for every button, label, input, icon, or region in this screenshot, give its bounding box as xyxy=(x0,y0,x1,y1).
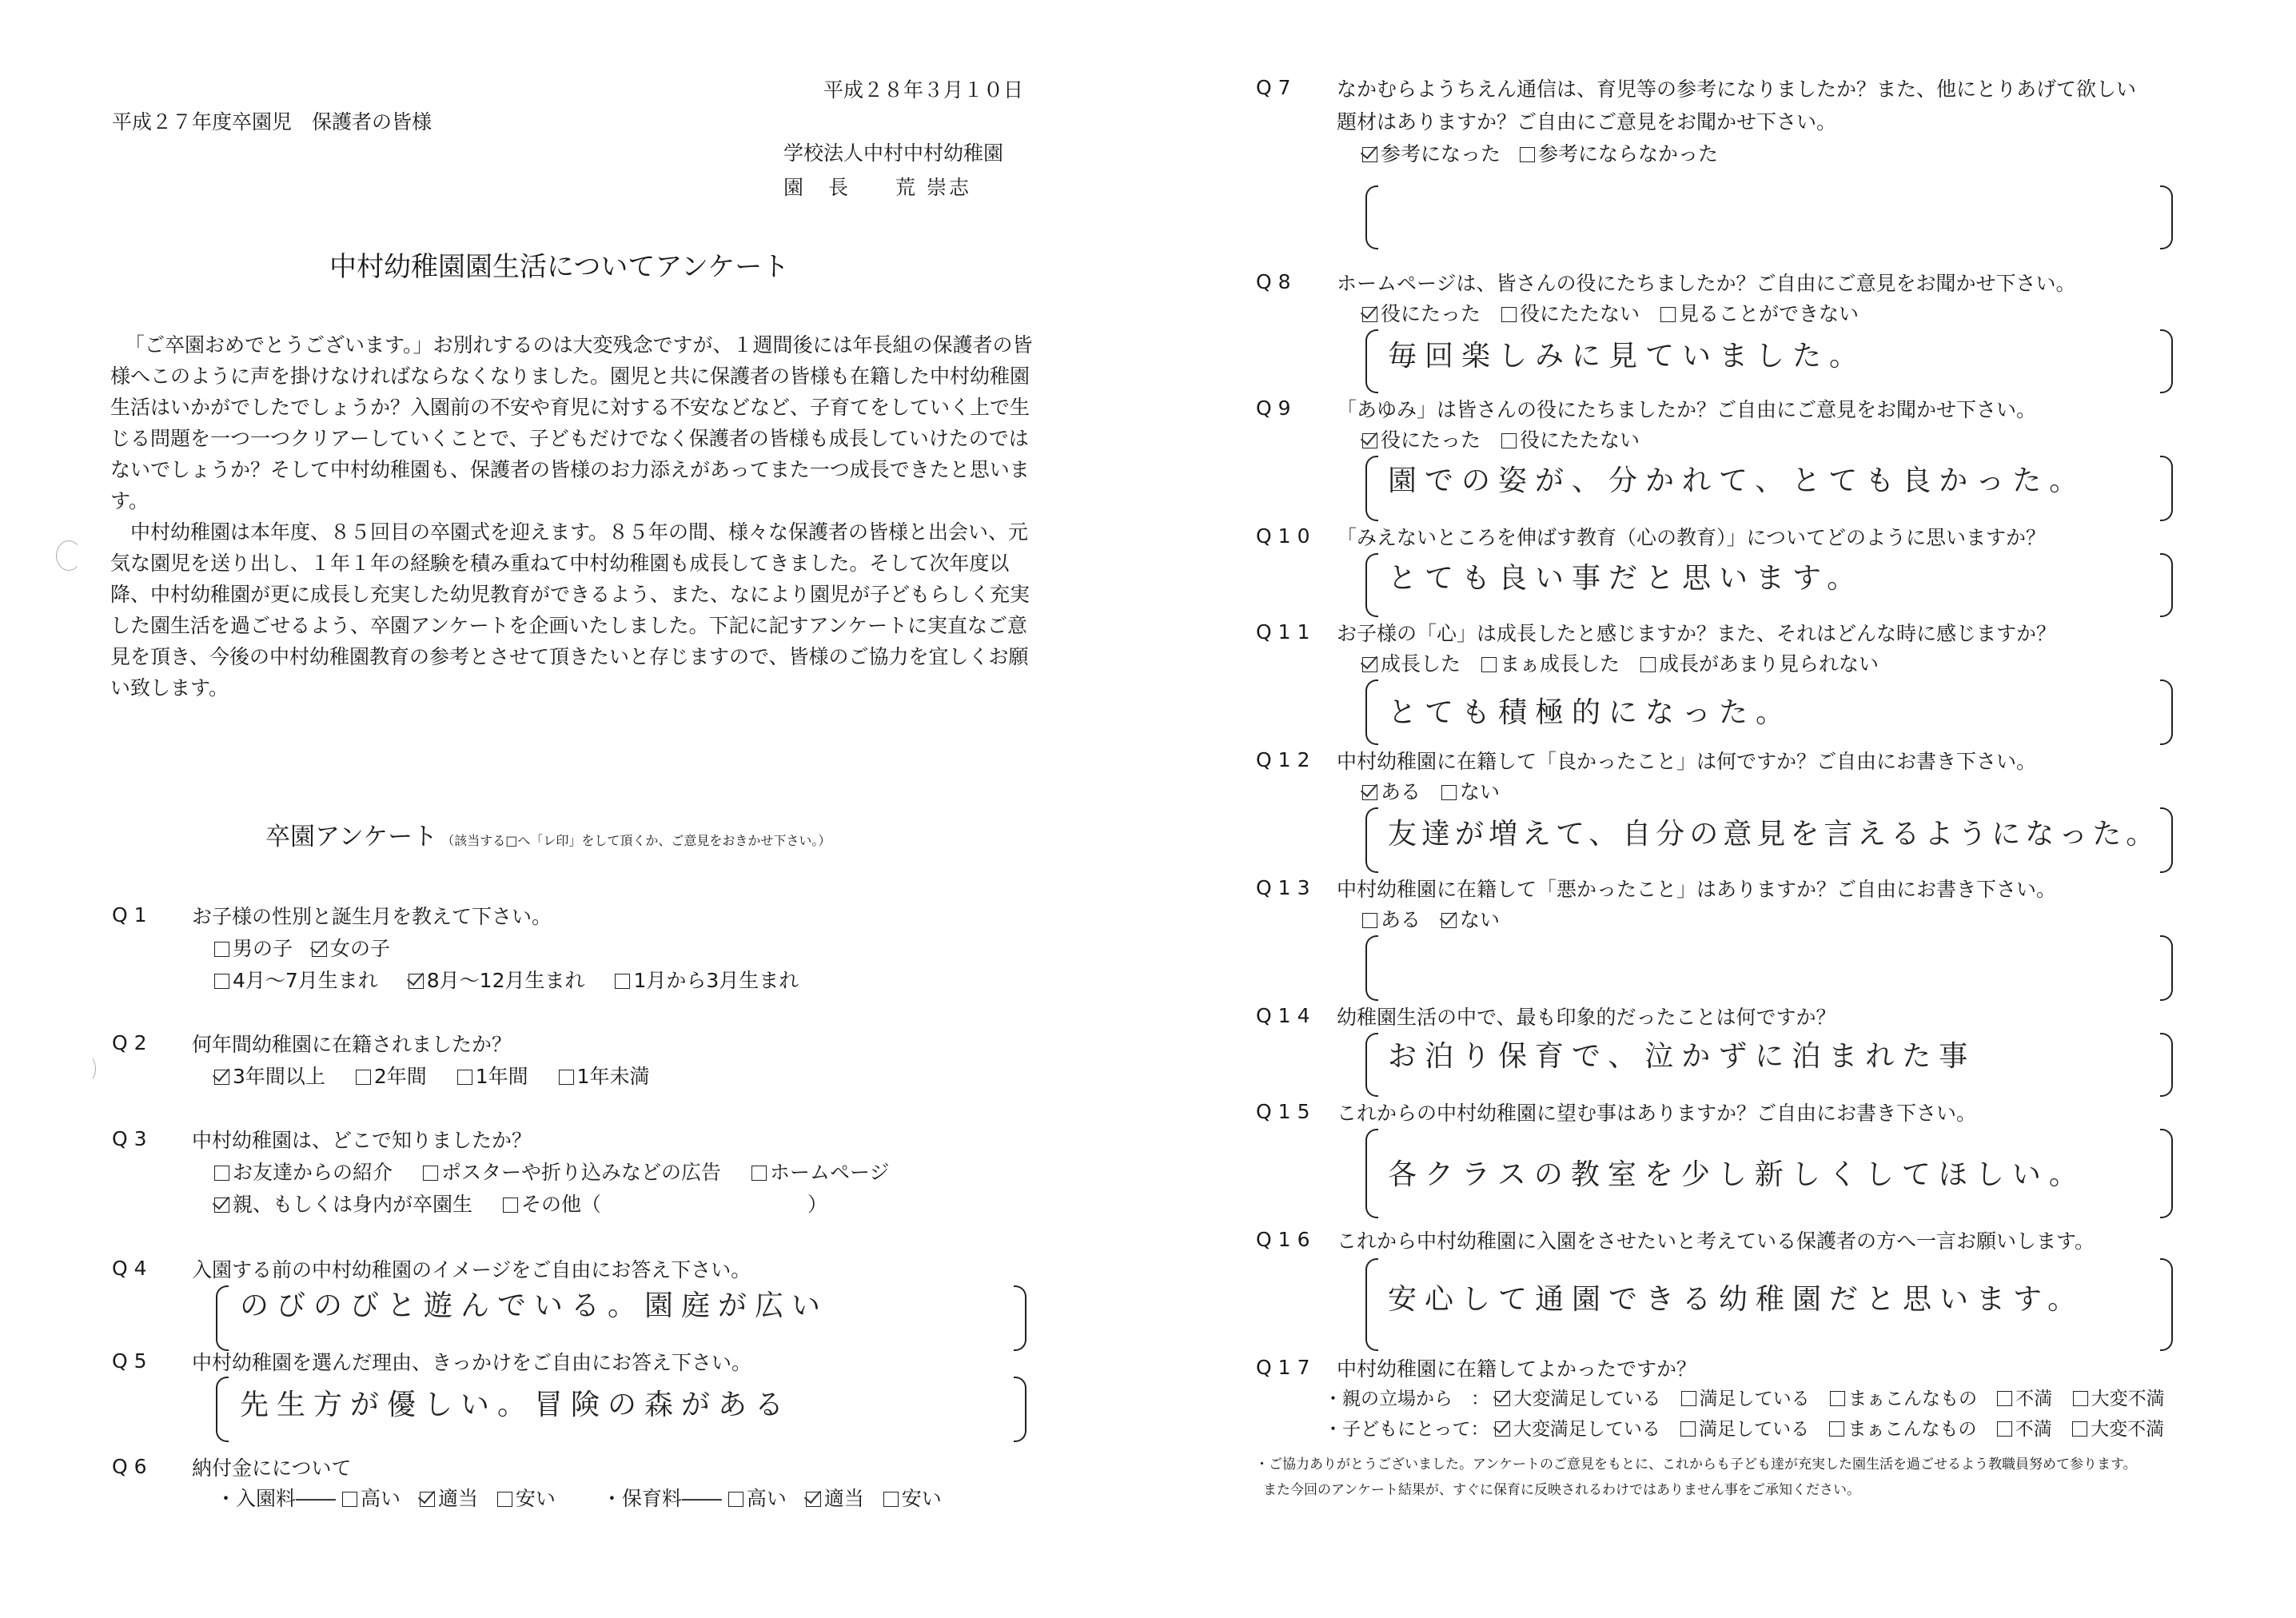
option[interactable] xyxy=(342,1487,401,1510)
option[interactable] xyxy=(1495,1419,1660,1440)
option-label: 大変満足している xyxy=(1513,1419,1660,1440)
question-text: 「みえないところを伸ばす教育（心の教育）」についてどのように思いますか？ xyxy=(1337,526,2047,549)
question-number: Q1 xyxy=(112,903,153,927)
option-label: 成長があまり見られない xyxy=(1658,652,1879,675)
option-label: ない xyxy=(1459,780,1500,803)
answer-bracket-left xyxy=(1365,1129,1378,1218)
footer-note: また今回のアンケート結果が、すぐに保育に反映されるわけではありません事をご承知ください。 xyxy=(1263,1482,1860,1498)
checkbox-checked[interactable] xyxy=(214,1198,229,1213)
option-label: 成長した xyxy=(1381,652,1461,675)
option[interactable] xyxy=(751,1161,890,1184)
option[interactable] xyxy=(806,1487,864,1510)
checkbox[interactable] xyxy=(1997,1421,2012,1437)
option-label: ない xyxy=(1459,908,1500,931)
option[interactable] xyxy=(214,969,378,992)
option[interactable] xyxy=(1362,428,1481,452)
handwritten-answer: お泊り保育で、泣かずに泊まれた事 xyxy=(1388,1040,1976,1073)
handwritten-answer: とても良い事だと思います。 xyxy=(1388,562,1864,595)
question-number: Q11 xyxy=(1256,620,1317,644)
option-label: 役にたたない xyxy=(1519,428,1640,452)
question-text: お子様の「心」は成長したと感じますか？また、それはどんな時に感じますか？ xyxy=(1337,622,2057,645)
option[interactable] xyxy=(1829,1419,1976,1440)
option[interactable] xyxy=(1830,1389,1977,1409)
option-label: 1月から3月生まれ xyxy=(633,969,799,992)
answer-bracket-right xyxy=(2160,1033,2173,1097)
option[interactable] xyxy=(1660,302,1859,325)
checkbox[interactable] xyxy=(1681,1391,1696,1406)
homepage-options xyxy=(1362,301,1883,328)
checkbox[interactable] xyxy=(1997,1391,2012,1406)
option-label: ある xyxy=(1381,908,1421,931)
handwritten-answer: 先生方が優しい。冒険の森がある xyxy=(240,1389,792,1421)
question-text: 中村幼稚園を選んだ理由、きっかけをご自由にお答え下さい。 xyxy=(192,1351,752,1374)
option[interactable] xyxy=(1501,428,1640,452)
growth-options xyxy=(1362,651,1903,678)
answer-bracket-left xyxy=(1365,185,1378,249)
question-number: Q14 xyxy=(1256,1004,1317,1027)
option-label: 安い xyxy=(515,1487,556,1510)
handwritten-answer: 友達が増えて、自分の意見を言えるようになった。 xyxy=(1388,818,2160,851)
checkbox[interactable] xyxy=(1829,1421,1844,1437)
question-text: お子様の性別と誕生月を教えて下さい。 xyxy=(192,905,552,928)
checkbox[interactable] xyxy=(1441,785,1457,800)
close-paren: ） xyxy=(807,1193,827,1216)
checkbox-checked[interactable] xyxy=(1362,147,1377,162)
newsletter-options xyxy=(1362,141,1742,168)
option-label: 適当 xyxy=(437,1487,478,1510)
question-text: 納付金にについて xyxy=(192,1457,352,1480)
checkbox[interactable] xyxy=(615,974,630,989)
option[interactable] xyxy=(423,1161,721,1184)
question-number: Q15 xyxy=(1256,1100,1317,1123)
checkbox-checked[interactable] xyxy=(409,974,424,989)
answer-bracket-left xyxy=(1365,935,1378,1001)
option-label: 不満 xyxy=(2015,1419,2052,1440)
option-label: まぁこんなもの xyxy=(1848,1389,1977,1409)
punch-hole-mark xyxy=(78,1055,96,1082)
option-label: ポスターや折り込みなどの広告 xyxy=(440,1161,721,1184)
right-page xyxy=(1148,0,2296,1618)
option-label: 2年間 xyxy=(373,1065,427,1088)
question-number: Q9 xyxy=(1256,397,1297,420)
checkbox[interactable] xyxy=(751,1166,767,1181)
question-text: 中村幼稚園に在籍して「悪かったこと」はありますか？ご自由にお書き下さい。 xyxy=(1337,878,2057,901)
option[interactable] xyxy=(214,1193,472,1216)
checkbox[interactable] xyxy=(1660,307,1676,322)
option-label: 満足している xyxy=(1699,1419,1810,1440)
child-perspective-label: ・子どもにとって： xyxy=(1324,1419,1489,1440)
option[interactable] xyxy=(503,1193,601,1216)
years-options xyxy=(214,1063,673,1090)
checkbox[interactable] xyxy=(1501,433,1517,448)
option[interactable] xyxy=(1680,1419,1809,1440)
footer-note: ・ご協力ありがとうございました。アンケートのご意見をもとに、これからも子ども達が充実した園生活を過ごせるよう教職員努めて参ります。 xyxy=(1255,1457,2137,1473)
option[interactable] xyxy=(2072,1419,2164,1440)
option-label: 役にたたない xyxy=(1519,302,1640,325)
answer-bracket-left xyxy=(1365,1258,1378,1351)
option-label: ある xyxy=(1381,780,1421,803)
answer-bracket-right xyxy=(2160,807,2173,873)
question-number: Q8 xyxy=(1256,270,1297,293)
fee-options xyxy=(216,1485,966,1512)
question-text: 「あゆみ」は皆さんの役にたちましたか？ご自由にご意見をお聞かせ下さい。 xyxy=(1337,398,2037,421)
question-number: Q6 xyxy=(112,1455,153,1478)
question-text: これからの中村幼稚園に望む事はありますか？ご自由にお書き下さい。 xyxy=(1337,1102,1977,1125)
checkbox[interactable] xyxy=(214,974,229,989)
intro-paragraph: 「ご卒園おめでとうございます。」お別れするのは大変残念ですが、１週間後には年長組の保護者の皆様へこのように声を掛けなければならなくなりました。園児と共に保護者の皆様も在籍した中村幼稚園生活はいかがでしたでしょうか？入園前の不安や育児に対する不安などなど、子育てをしていく上で生じる問題を一つ一つクリアーしていくことで、子どもだけでなく保護者の皆様も成長していけたのではないでしょうか？そして中村幼稚園も、保護者の皆様のお力添えがあってまた一つ成長できたと思います。 xyxy=(110,333,1033,512)
checkbox-checked[interactable] xyxy=(420,1492,435,1507)
option[interactable] xyxy=(883,1487,942,1510)
answer-bracket-right xyxy=(2160,935,2173,1001)
option[interactable] xyxy=(2073,1389,2165,1409)
option[interactable] xyxy=(1362,142,1501,165)
question-number: Q7 xyxy=(1256,76,1297,99)
ayumi-options xyxy=(1362,427,1664,454)
answer-bracket-right xyxy=(1014,1377,1026,1442)
checkbox-checked[interactable] xyxy=(214,1070,229,1085)
answer-bracket-right xyxy=(2160,679,2173,745)
question-number: Q10 xyxy=(1256,524,1317,548)
question-text: これから中村幼稚園に入園をさせたいと考えている保護者の方へ一言お願いします。 xyxy=(1337,1229,2095,1253)
option-label: お友達からの紹介 xyxy=(233,1161,393,1184)
question-text: なかむらようちえん通信は、育児等の参考になりましたか？また、他にとりあげて欲しい xyxy=(1337,78,2137,101)
answer-bracket-right xyxy=(2160,1129,2173,1218)
answer-bracket-left xyxy=(216,1377,229,1442)
good-options xyxy=(1362,779,1524,806)
question-text: 中村幼稚園は、どこで知りましたか？ xyxy=(192,1129,532,1152)
checkbox-checked[interactable] xyxy=(1441,913,1457,928)
checkbox[interactable] xyxy=(1680,1421,1696,1437)
option[interactable] xyxy=(615,969,799,992)
answer-bracket-left xyxy=(1365,679,1378,745)
answer-bracket-left xyxy=(1365,1033,1378,1097)
question-number: Q5 xyxy=(112,1349,153,1373)
school-name: 学校法人中村中村幼稚園 xyxy=(783,141,1004,165)
question-number: Q4 xyxy=(112,1257,153,1280)
option[interactable] xyxy=(356,1065,427,1088)
question-text: 中村幼稚園に在籍してよかったですか？ xyxy=(1337,1357,1697,1381)
option[interactable] xyxy=(420,1487,478,1510)
option-label: 親、もしくは身内が卒園生 xyxy=(233,1193,473,1216)
checkbox[interactable] xyxy=(1830,1391,1845,1406)
question-text: 幼稚園生活の中で、最も印象的だったことは何ですか？ xyxy=(1337,1006,1836,1029)
option-label: ホームページ xyxy=(769,1161,890,1184)
option[interactable] xyxy=(312,937,390,960)
option[interactable] xyxy=(1495,1389,1660,1409)
option[interactable] xyxy=(214,1161,393,1184)
option-label: まぁ成長した xyxy=(1499,652,1620,675)
option[interactable] xyxy=(1997,1419,2052,1440)
option-label: 3年間以上 xyxy=(233,1065,325,1088)
option[interactable] xyxy=(1640,652,1879,675)
option-label: 役にたった xyxy=(1381,428,1481,452)
checkbox[interactable] xyxy=(342,1492,357,1507)
answer-bracket-left xyxy=(1365,456,1378,521)
checkbox-checked[interactable] xyxy=(1362,433,1377,448)
option-label: 8月～12月生まれ xyxy=(426,969,585,992)
document-title: 中村幼稚園園生活についてアンケート xyxy=(329,251,790,283)
intro-text xyxy=(110,329,1034,703)
handwritten-answer: のびのびと遊んでいる。園庭が広い xyxy=(240,1289,829,1322)
answer-bracket-right xyxy=(2160,329,2173,393)
survey-heading: 卒園アンケート xyxy=(265,823,438,851)
fee-label-childcare: ・保育料―― xyxy=(601,1487,722,1510)
option[interactable] xyxy=(1362,652,1461,675)
option-label: 大変不満 xyxy=(2091,1389,2165,1409)
option-label: 4月～7月生まれ xyxy=(233,969,378,992)
option-label: 満足している xyxy=(1699,1389,1810,1409)
punch-hole-mark xyxy=(56,540,82,571)
option[interactable] xyxy=(497,1487,556,1510)
option[interactable] xyxy=(1362,780,1421,803)
option-label: 1年間 xyxy=(475,1065,528,1088)
question-text: 題材はありますか？ご自由にご意見をお聞かせ下さい。 xyxy=(1337,110,1837,134)
question-text: 入園する前の中村幼稚園のイメージをご自由にお答え下さい。 xyxy=(192,1258,751,1281)
birth-month-options xyxy=(214,967,823,994)
option[interactable] xyxy=(559,1065,650,1088)
handwritten-answer: 毎回楽しみに見ていました。 xyxy=(1388,340,1867,373)
option[interactable] xyxy=(214,1065,325,1088)
checkbox-checked[interactable] xyxy=(1362,785,1377,800)
option[interactable] xyxy=(214,937,293,960)
checkbox[interactable] xyxy=(2073,1391,2088,1406)
option[interactable] xyxy=(1501,302,1640,325)
option-label: 役にたった xyxy=(1381,302,1481,325)
checkbox[interactable] xyxy=(497,1492,512,1507)
source-options-row1 xyxy=(214,1159,913,1186)
handwritten-answer: 園での姿が、分かれて、とても良かった。 xyxy=(1388,464,2087,497)
option-label: 安い xyxy=(901,1487,942,1510)
checkbox[interactable] xyxy=(423,1166,438,1181)
answer-bracket-right xyxy=(2160,553,2173,617)
question-number: Q17 xyxy=(1256,1356,1317,1379)
checkbox[interactable] xyxy=(214,942,229,957)
checkbox[interactable] xyxy=(559,1070,574,1085)
answer-bracket-left xyxy=(1365,329,1378,393)
option[interactable] xyxy=(1481,652,1620,675)
option-label: 高い xyxy=(746,1487,787,1510)
option-label: まぁこんなもの xyxy=(1848,1419,1977,1440)
answer-bracket-left xyxy=(1365,807,1378,873)
question-number: Q2 xyxy=(112,1031,153,1054)
option-label: その他（ xyxy=(520,1193,601,1216)
option-label: 参考になった xyxy=(1381,142,1501,165)
option-label: 適当 xyxy=(823,1487,864,1510)
checkbox[interactable] xyxy=(1362,913,1377,928)
checkbox[interactable] xyxy=(728,1492,743,1507)
handwritten-answer: 安心して通園できる幼稚園だと思います。 xyxy=(1388,1283,2085,1316)
option-label: 男の子 xyxy=(233,937,293,960)
option[interactable] xyxy=(728,1487,787,1510)
question-number: Q16 xyxy=(1256,1228,1317,1251)
option-label: 女の子 xyxy=(329,937,390,960)
addressee: 平成２７年度卒園児 保護者の皆様 xyxy=(112,110,432,134)
checkbox[interactable] xyxy=(214,1166,229,1181)
intro-paragraph: 中村幼稚園は本年度、８５回目の卒園式を迎えます。８５年の間、様々な保護者の皆様と出会い、元気な園児を送り出し、１年１年の経験を積み重ねて中村幼稚園も成長してきました。そして次年度以降、中村幼稚園が更に成長し充実した幼児教育ができるよう、また、なにより園児が子どもらしく充実した園生活を過ごせるよう、卒園アンケートを企画いたしました。下記に記すアンケートに実直なご意見を頂き、今後の中村幼稚園教育の参考とさせて頂きたいと存じますので、皆様のご協力を宜しくお願い致します。 xyxy=(110,520,1030,699)
satisfaction-parent-row xyxy=(1324,1386,2165,1412)
checkbox[interactable] xyxy=(883,1492,899,1507)
answer-bracket-right xyxy=(2160,456,2173,521)
document-date: 平成２８年３月１０日 xyxy=(823,78,1024,102)
parent-perspective-label: ・親の立場から ： xyxy=(1324,1389,1489,1409)
checkbox[interactable] xyxy=(356,1070,371,1085)
answer-bracket-right xyxy=(2160,1258,2173,1351)
checkbox-checked[interactable] xyxy=(1495,1391,1510,1406)
option-label: 不満 xyxy=(2015,1389,2053,1409)
option-label: 大変不満 xyxy=(2091,1419,2165,1440)
principal-name: 園 長 荒 崇志 xyxy=(783,176,971,199)
option[interactable] xyxy=(1362,302,1481,325)
option[interactable] xyxy=(1441,780,1500,803)
satisfaction-child-row xyxy=(1324,1417,2164,1442)
checkbox[interactable] xyxy=(1481,657,1497,672)
question-text: 中村幼稚園に在籍して「良かったこと」は何ですか？ご自由にお書き下さい。 xyxy=(1337,750,2037,773)
gender-options xyxy=(214,935,414,962)
survey-heading-row xyxy=(265,821,831,853)
question-text: ホームページは、皆さんの役にたちましたか？ご自由にご意見をお聞かせ下さい。 xyxy=(1337,272,2076,295)
option-label: 1年未満 xyxy=(576,1065,650,1088)
answer-bracket-right xyxy=(1014,1285,1026,1351)
checkbox-checked[interactable] xyxy=(806,1492,821,1507)
question-number: Q13 xyxy=(1256,876,1317,899)
checkbox[interactable] xyxy=(1640,657,1656,672)
question-number: Q3 xyxy=(112,1127,153,1150)
option[interactable] xyxy=(1520,142,1718,165)
option[interactable] xyxy=(1997,1389,2052,1409)
source-options-row2 xyxy=(214,1191,827,1218)
checkbox-checked[interactable] xyxy=(1362,307,1377,322)
checkbox-checked[interactable] xyxy=(312,942,327,957)
option[interactable] xyxy=(409,969,585,992)
checkbox-checked[interactable] xyxy=(1362,657,1377,672)
checkbox-checked[interactable] xyxy=(1495,1421,1510,1437)
checkbox[interactable] xyxy=(2072,1421,2087,1437)
option-label: 大変満足している xyxy=(1513,1389,1661,1409)
fee-label-enrollment: ・入園料―― xyxy=(216,1487,337,1510)
option[interactable] xyxy=(1681,1389,1810,1409)
survey-instructions: （該当する□へ「レ印」をして頂くか、ご意見をおきかせ下さい。） xyxy=(441,833,831,848)
answer-bracket-right xyxy=(2160,185,2173,249)
answer-bracket-left xyxy=(216,1285,229,1351)
option[interactable] xyxy=(457,1065,528,1088)
bad-options xyxy=(1362,907,1524,934)
question-number: Q12 xyxy=(1256,748,1317,771)
question-text: 何年間幼稚園に在籍されましたか？ xyxy=(192,1033,512,1056)
handwritten-answer: 各クラスの教室を少し新しくしてほしい。 xyxy=(1388,1158,2086,1191)
option-label: 高い xyxy=(360,1487,401,1510)
option[interactable] xyxy=(1441,908,1500,931)
option[interactable] xyxy=(1362,908,1421,931)
answer-bracket-left xyxy=(1365,553,1378,617)
option-label: 参考にならなかった xyxy=(1537,142,1718,165)
checkbox[interactable] xyxy=(1501,307,1517,322)
checkbox[interactable] xyxy=(503,1198,518,1213)
checkbox[interactable] xyxy=(457,1070,472,1085)
option-label: 見ることができない xyxy=(1678,302,1859,325)
handwritten-answer: とても積極的になった。 xyxy=(1388,696,1793,729)
checkbox[interactable] xyxy=(1520,147,1535,162)
